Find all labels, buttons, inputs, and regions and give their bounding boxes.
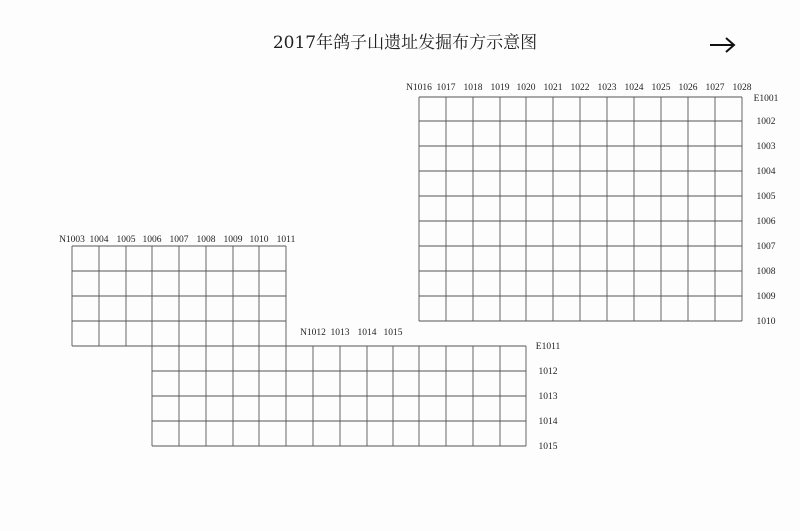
n-label-left: 1011 — [276, 235, 296, 245]
e-label-upper: 1008 — [756, 267, 776, 277]
n-label-upper: 1022 — [570, 83, 590, 93]
n-label-upper: 1028 — [732, 83, 752, 93]
n-label-upper: 1025 — [651, 83, 671, 93]
e-label-upper: 1003 — [756, 142, 776, 152]
n-label-left: 1007 — [169, 235, 189, 245]
e-label-upper: E1001 — [753, 94, 779, 104]
e-label-upper: 1006 — [756, 217, 776, 227]
e-label-lower: 1014 — [538, 417, 558, 427]
n-label-upper: 1020 — [516, 83, 536, 93]
n-label-upper: 1021 — [543, 83, 563, 93]
north-arrow — [710, 38, 734, 52]
e-label-upper: 1009 — [756, 292, 776, 302]
n-label-upper: 1018 — [463, 83, 483, 93]
grid-layer — [72, 97, 742, 446]
n-label-left: 1005 — [116, 235, 136, 245]
e-label-upper: 1005 — [756, 192, 776, 202]
e-label-lower: 1013 — [538, 392, 558, 402]
right-arrow-icon — [710, 38, 734, 52]
n-label-upper: 1027 — [705, 83, 725, 93]
n-label-upper: 1026 — [678, 83, 698, 93]
plan-title: 2017年鸽子山遗址发掘布方示意图 — [272, 33, 538, 53]
e-label-upper: 1002 — [756, 117, 776, 127]
n-label-upper: 1017 — [436, 83, 456, 93]
e-label-lower: 1015 — [538, 442, 558, 452]
e-label-lower: 1012 — [538, 367, 558, 377]
n-label-left: N1003 — [59, 235, 85, 245]
n-label-left: 1008 — [196, 235, 216, 245]
n-label-upper: 1019 — [490, 83, 510, 93]
e-label-upper: 1007 — [756, 242, 776, 252]
n-label-lower: N1012 — [300, 328, 326, 338]
n-label-left: 1004 — [89, 235, 109, 245]
n-label-upper: 1023 — [597, 83, 617, 93]
n-label-left: 1009 — [223, 235, 243, 245]
n-label-lower: 1015 — [383, 328, 403, 338]
n-label-lower: 1014 — [357, 328, 377, 338]
e-label-lower: E1011 — [535, 342, 561, 352]
e-label-upper: 1004 — [756, 167, 776, 177]
n-label-left: 1010 — [249, 235, 269, 245]
e-label-upper: 1010 — [756, 317, 776, 327]
n-label-upper: N1016 — [406, 83, 432, 93]
n-label-left: 1006 — [142, 235, 162, 245]
n-label-upper: 1024 — [624, 83, 644, 93]
n-label-lower: 1013 — [330, 328, 350, 338]
